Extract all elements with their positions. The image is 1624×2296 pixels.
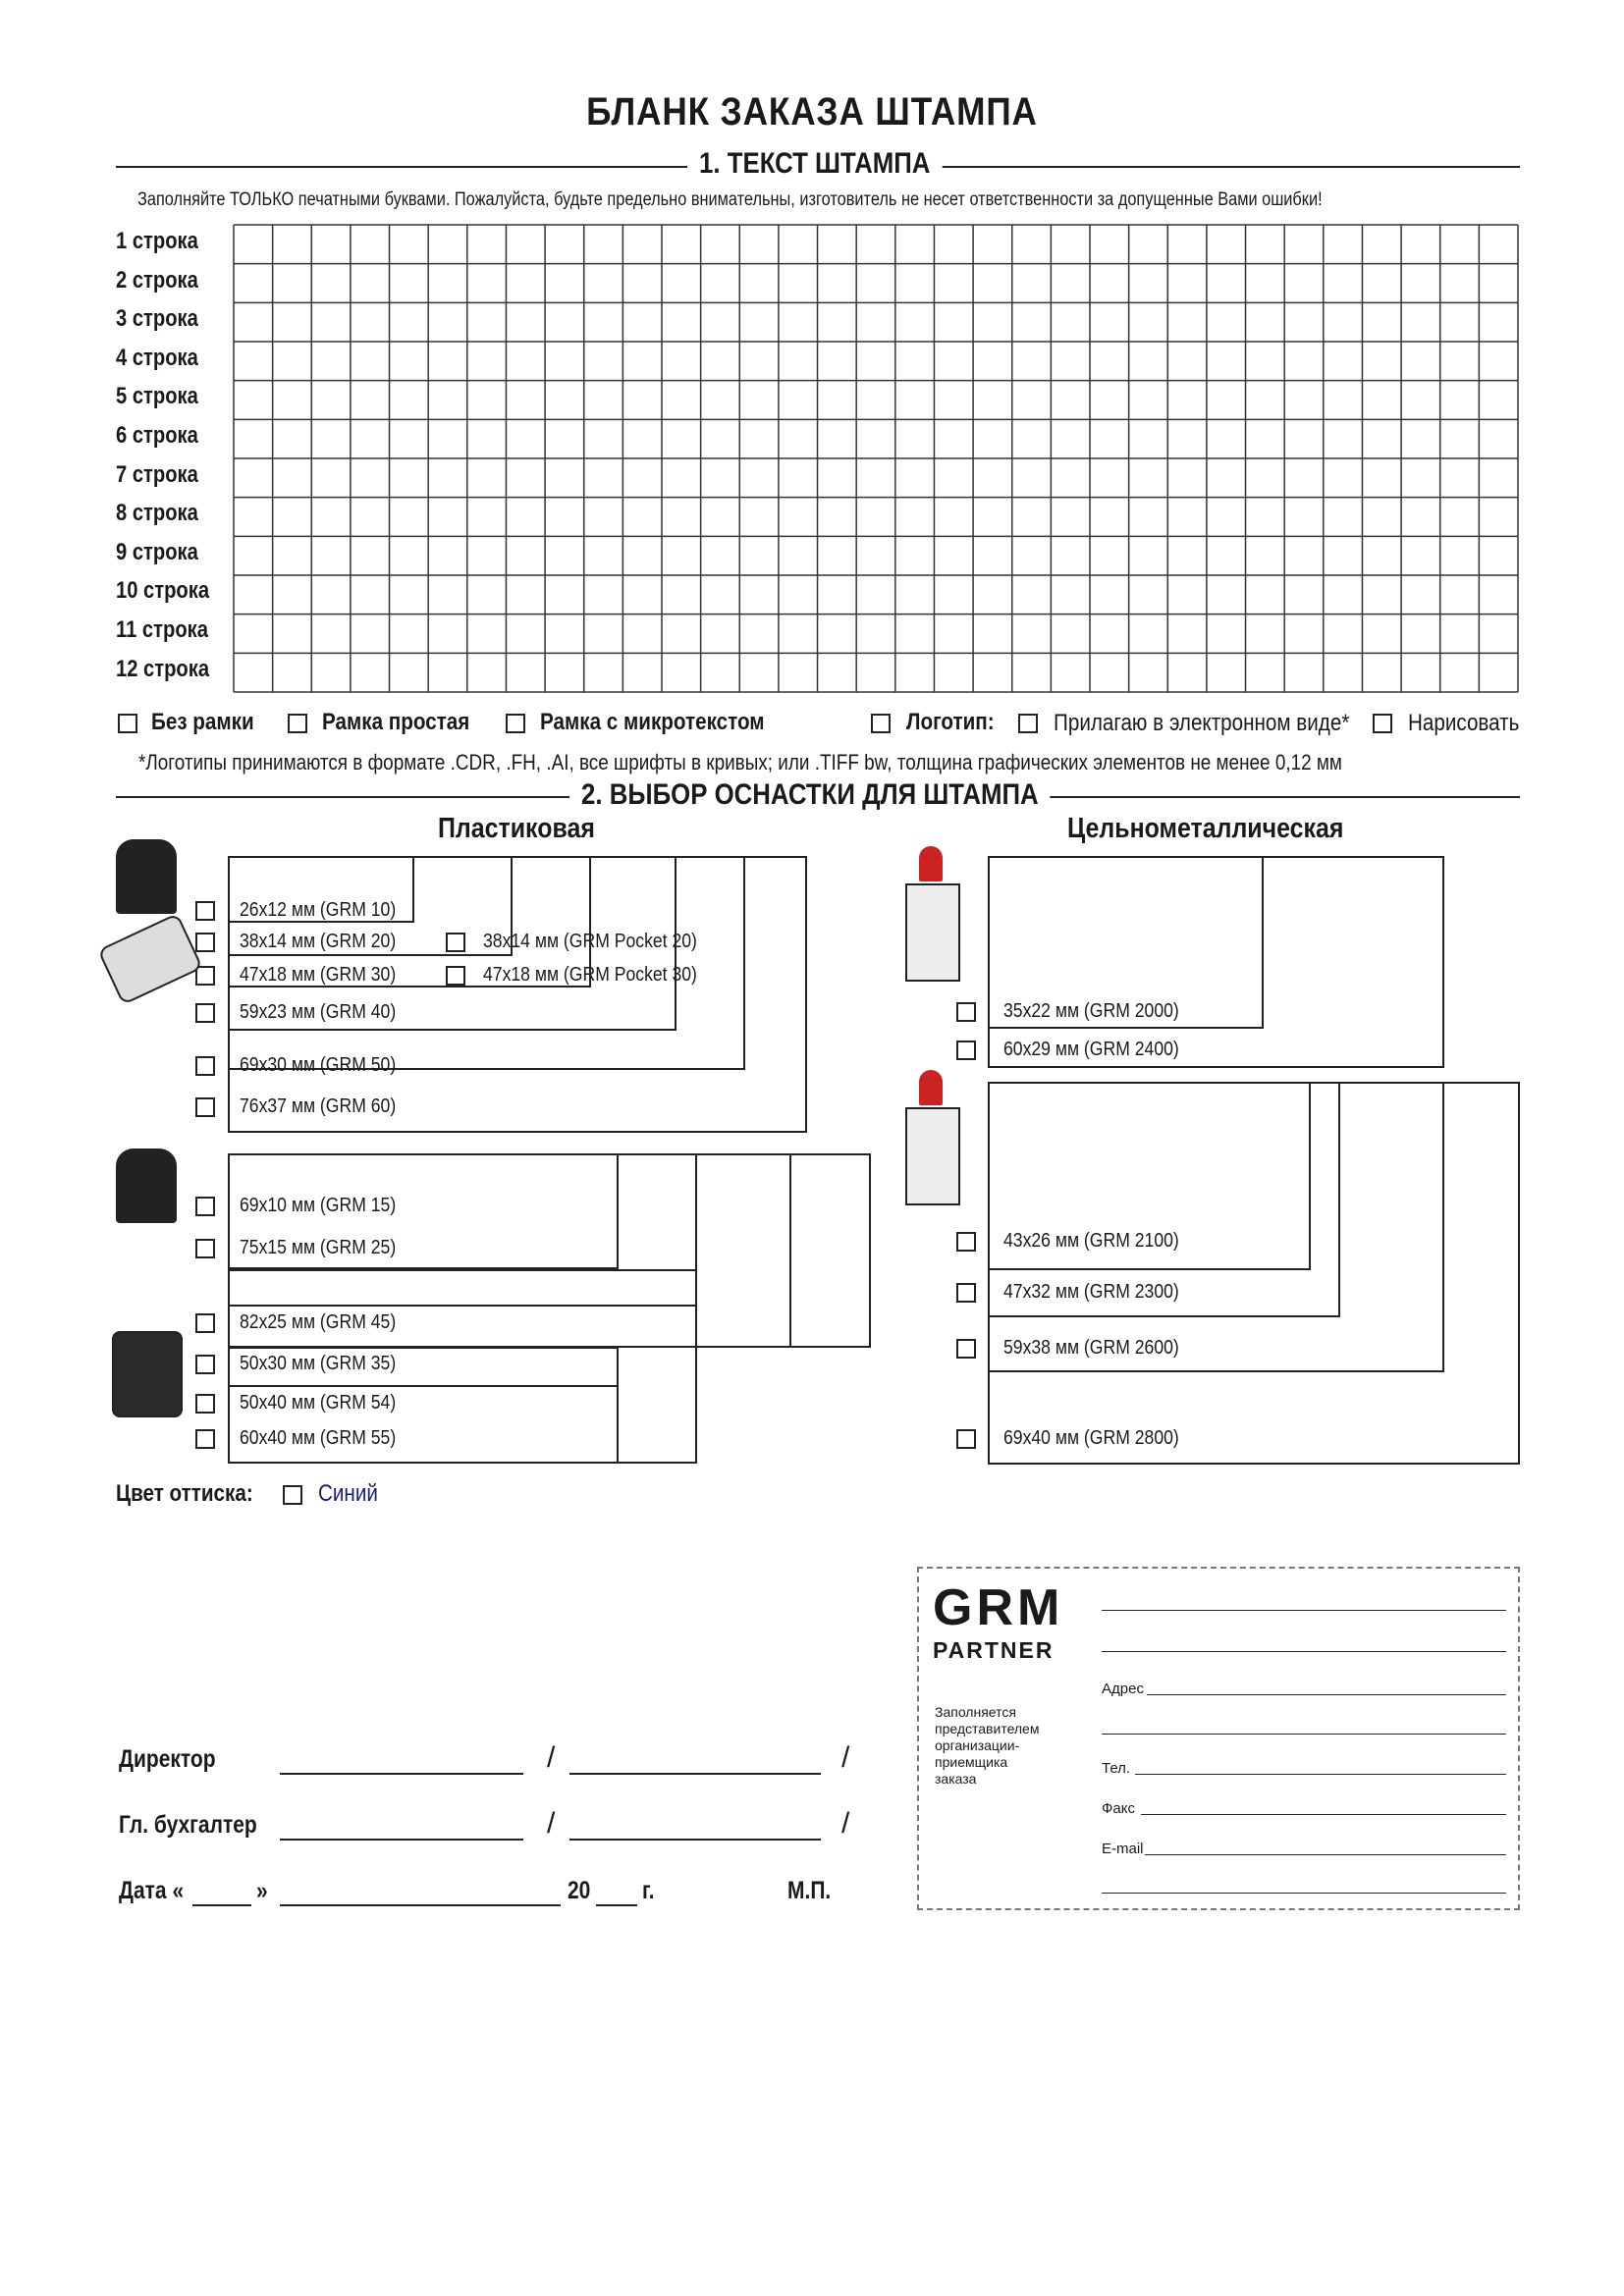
ink-blue-label: Синий	[318, 1480, 378, 1507]
pocket20-checkbox[interactable]	[446, 933, 465, 952]
grm35-checkbox[interactable]	[195, 1355, 215, 1374]
date-day-line[interactable]	[192, 1904, 251, 1906]
letter-grid[interactable]	[233, 224, 1519, 693]
pocket30-checkbox[interactable]	[446, 966, 465, 986]
grm20-checkbox[interactable]	[195, 933, 215, 952]
partner-filled-by: Заполняется представителем организации-приемщика заказа	[935, 1704, 1040, 1787]
grm2400-label: 60x29 мм (GRM 2400)	[1003, 1039, 1179, 1060]
grm15-checkbox[interactable]	[195, 1197, 215, 1216]
partner-address-label: Адрес	[1102, 1681, 1144, 1697]
year-prefix: 20	[568, 1877, 591, 1904]
grm2600-checkbox[interactable]	[956, 1339, 976, 1359]
ink-blue-checkbox[interactable]	[283, 1485, 302, 1505]
partner-fax-label: Факс	[1102, 1800, 1135, 1817]
metal-stamp-icon	[901, 846, 962, 984]
director-name-line[interactable]	[569, 1773, 821, 1775]
row-label: 9 строка	[116, 538, 198, 565]
row-label: 7 строка	[116, 460, 198, 488]
simple-frame-label: Рамка простая	[322, 709, 470, 735]
row-label: 3 строка	[116, 305, 198, 333]
stamp-place-label: М.П.	[787, 1877, 832, 1904]
grm54-label: 50x40 мм (GRM 54)	[240, 1392, 397, 1414]
date-month-line[interactable]	[280, 1904, 561, 1906]
row-label: 10 строка	[116, 577, 210, 605]
grm2600-label: 59x38 мм (GRM 2600)	[1003, 1337, 1179, 1359]
partner-line-last[interactable]	[1102, 1893, 1506, 1894]
year-line[interactable]	[596, 1904, 637, 1906]
large-self-inking-stamp-icon	[112, 1331, 183, 1417]
grm30-label: 47x18 мм (GRM 30)	[240, 964, 397, 986]
simple-frame-checkbox[interactable]	[288, 714, 307, 733]
logo-electronic-checkbox[interactable]	[1018, 714, 1038, 733]
grm10-label: 26x12 мм (GRM 10)	[240, 899, 397, 921]
grm55-label: 60x40 мм (GRM 55)	[240, 1427, 397, 1449]
partner-logo-bottom: PARTNER	[933, 1637, 1055, 1663]
grm2300-label: 47x32 мм (GRM 2300)	[1003, 1281, 1179, 1303]
partner-phone-line[interactable]	[1135, 1774, 1506, 1775]
self-inking-stamp-icon	[116, 839, 177, 914]
logo-draw-checkbox[interactable]	[1373, 714, 1392, 733]
grm40-checkbox[interactable]	[195, 1003, 215, 1023]
grm45-label: 82x25 мм (GRM 45)	[240, 1311, 397, 1333]
grm2300-checkbox[interactable]	[956, 1283, 976, 1303]
grm50-label: 69x30 мм (GRM 50)	[240, 1054, 397, 1076]
microtext-frame-label: Рамка с микротекстом	[540, 709, 765, 735]
accountant-signature-line[interactable]	[280, 1839, 523, 1841]
instruction-text: Заполняйте ТОЛЬКО печатными буквами. Пожалуйста, будьте предельно внимательны, изготовитель не несет ответственности за допущенные Вами ошибки!	[137, 189, 1323, 210]
row-label: 11 строка	[116, 616, 208, 643]
pocket20-label: 38x14 мм (GRM Pocket 20)	[483, 931, 697, 952]
logo-label: Логотип:	[906, 709, 995, 735]
logo-draw-label: Нарисовать	[1408, 710, 1520, 736]
row-label: 1 строка	[116, 228, 198, 254]
grm2400-checkbox[interactable]	[956, 1041, 976, 1060]
partner-address-line-2[interactable]	[1102, 1734, 1506, 1735]
row-label: 6 строка	[116, 422, 198, 449]
microtext-frame-checkbox[interactable]	[506, 714, 525, 733]
accountant-name-line[interactable]	[569, 1839, 821, 1841]
grm20-label: 38x14 мм (GRM 20)	[240, 931, 397, 952]
row-label: 2 строка	[116, 266, 198, 294]
grm10-checkbox[interactable]	[195, 901, 215, 921]
grm25-checkbox[interactable]	[195, 1239, 215, 1258]
grm55-checkbox[interactable]	[195, 1429, 215, 1449]
director-signature-line[interactable]	[280, 1773, 523, 1775]
director-slash: /	[547, 1741, 556, 1774]
partner-fax-line[interactable]	[1141, 1814, 1506, 1815]
date-label: Дата «	[119, 1877, 185, 1904]
grm2100-label: 43x26 мм (GRM 2100)	[1003, 1230, 1179, 1252]
director-label: Директор	[119, 1745, 216, 1773]
plastic-title: Пластиковая	[438, 813, 595, 844]
row-label: 8 строка	[116, 500, 198, 527]
no-frame-label: Без рамки	[151, 709, 254, 735]
grm50-checkbox[interactable]	[195, 1056, 215, 1076]
row-label: 4 строка	[116, 344, 198, 371]
grm2800-checkbox[interactable]	[956, 1429, 976, 1449]
grm40-label: 59x23 мм (GRM 40)	[240, 1001, 397, 1023]
grm2800-label: 69x40 мм (GRM 2800)	[1003, 1427, 1179, 1449]
partner-line-2[interactable]	[1102, 1651, 1506, 1652]
grm35-label: 50x30 мм (GRM 35)	[240, 1353, 397, 1374]
pocket-stamp-icon	[97, 913, 203, 1005]
no-frame-checkbox[interactable]	[118, 714, 137, 733]
partner-email-label: E-mail	[1102, 1841, 1144, 1857]
director-slash-end: /	[841, 1741, 850, 1774]
partner-phone-label: Тел.	[1102, 1760, 1131, 1777]
partner-address-line[interactable]	[1147, 1694, 1506, 1695]
date-close: »	[256, 1877, 268, 1904]
section1-title: 1. ТЕКСТ ШТАМПА	[687, 147, 942, 181]
accountant-slash-end: /	[841, 1807, 850, 1840]
partner-line-1[interactable]	[1102, 1610, 1506, 1611]
logo-checkbox[interactable]	[871, 714, 891, 733]
row-label: 5 строка	[116, 383, 198, 410]
grm2000-label: 35x22 мм (GRM 2000)	[1003, 1000, 1179, 1022]
accountant-slash: /	[547, 1807, 556, 1840]
ink-color-label: Цвет оттиска:	[116, 1480, 253, 1507]
metal-title: Цельнометаллическая	[1067, 813, 1344, 844]
grm54-checkbox[interactable]	[195, 1394, 215, 1414]
grm15-label: 69x10 мм (GRM 15)	[240, 1195, 397, 1216]
grm25-label: 75x15 мм (GRM 25)	[240, 1237, 397, 1258]
row-label: 12 строка	[116, 655, 210, 682]
pocket30-label: 47x18 мм (GRM Pocket 30)	[483, 964, 697, 986]
logo-electronic-label: Прилагаю в электронном виде*	[1054, 710, 1350, 736]
grm45-checkbox[interactable]	[195, 1313, 215, 1333]
self-inking-stamp-icon-2	[116, 1148, 177, 1223]
year-suffix: г.	[642, 1877, 655, 1904]
grm60-label: 76x37 мм (GRM 60)	[240, 1095, 397, 1117]
metal-stamp-icon-2	[901, 1070, 962, 1207]
section2-title: 2. ВЫБОР ОСНАСТКИ ДЛЯ ШТАМПА	[569, 778, 1051, 812]
partner-logo-top: GRM	[933, 1579, 1064, 1636]
grm2100-checkbox[interactable]	[956, 1232, 976, 1252]
accountant-label: Гл. бухгалтер	[119, 1811, 257, 1839]
grm60-checkbox[interactable]	[195, 1097, 215, 1117]
grm2000-checkbox[interactable]	[956, 1002, 976, 1022]
logo-format-note: *Логотипы принимаются в формате .CDR, .FH, .AI, все шрифты в кривых; или .TIFF bw, толщина графических элементов не менее 0,12 мм	[138, 750, 1342, 774]
partner-email-line[interactable]	[1145, 1854, 1506, 1855]
form-title: БЛАНК ЗАКАЗА ШТАМПА	[586, 90, 1038, 133]
